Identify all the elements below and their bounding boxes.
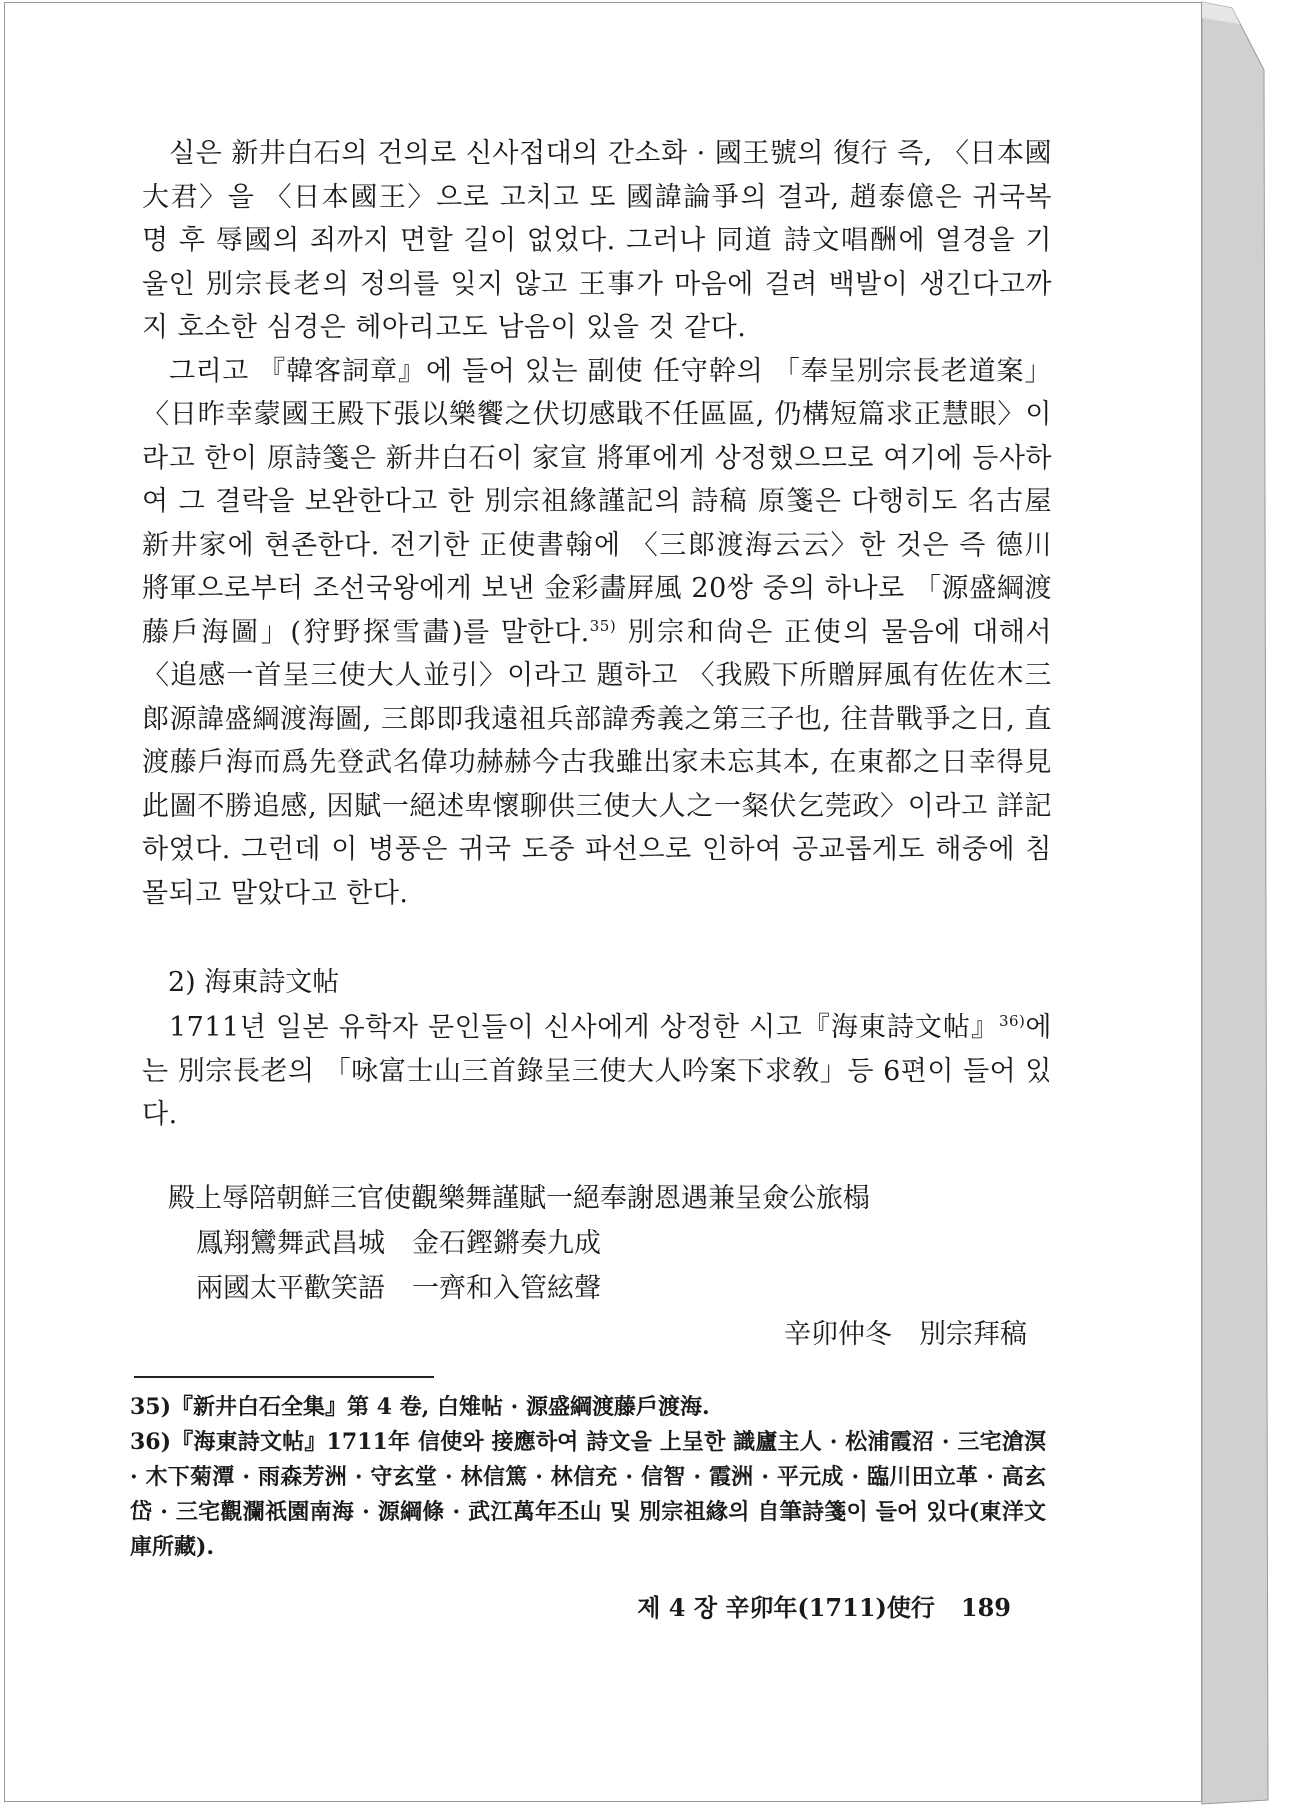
section-heading: 2) 海東詩文帖 bbox=[168, 967, 340, 998]
footnote-35: 35)『新井白石全集』第 4 卷, 白雉帖 · 源盛綱渡藤戶渡海. bbox=[130, 1394, 710, 1420]
poem-line-2: 兩國太平歡笑語 一齊和入管絃聲 bbox=[196, 1273, 601, 1304]
poem bbox=[168, 1176, 870, 1311]
poem-title: 殿上辱陪朝鮮三官使觀樂舞謹賦一絕奉謝恩遇兼呈僉公旅榻 bbox=[168, 1183, 870, 1214]
section-paragraph-part-2: 에는 別宗長老의 「咏富士山三首錄呈三使大人吟案下求敎」등 6편이 들어 있다. bbox=[142, 1012, 1052, 1130]
page-number: 189 bbox=[960, 1593, 1011, 1622]
footnote-36: 36)『海東詩文帖』1711年 信使와 接應하여 詩文을 上呈한 識廬主人 · 松浦霞沼 · 三宅滄溟 · 木下菊潭 · 雨森芳洲 · 守玄堂 · 林信篤 · 林信充 · 信智 · 霞洲 · 平元成 · 臨川田立革 · 高玄岱 · 三宅觀瀾祇園南海 · 源綱條 · 武江萬年丕山 및 別宗祖緣의 自筆詩箋이 들어 있다(東洋文庫所藏). bbox=[130, 1429, 1046, 1560]
footnotes bbox=[130, 1390, 1046, 1565]
poem-line-1: 鳳翔鸞舞武昌城 金石鏗鏘奏九成 bbox=[196, 1228, 601, 1259]
footnote-ref-35: 35) bbox=[589, 616, 617, 635]
paragraph-1: 실은 新井白石의 건의로 신사접대의 간소화 · 國王號의 復行 즉, 〈日本國大君〉을 〈日本國王〉으로 고치고 또 國諱論爭의 결과, 趙泰億은 귀국복명 후 辱國의 죄까지 면할 길이 없었다. 그러나 同道 詩文唱酬에 열경을 기울인 別宗長老의 정의를 잊지 않고 王事가 마음에 걸려 백발이 생긴다고까지 호소한 심경은 헤아리고도 남음이 있을 것 같다. bbox=[142, 138, 1052, 343]
footnote-divider bbox=[134, 1376, 434, 1378]
section-paragraph-part-1: 1711년 일본 유학자 문인들이 신사에게 상정한 시고『海東詩文帖』 bbox=[169, 1012, 999, 1043]
section-text bbox=[142, 1006, 1052, 1137]
chapter-title: 제 4 장 辛卯年(1711)使行 bbox=[637, 1593, 935, 1622]
footnote-ref-36: 36) bbox=[998, 1012, 1026, 1030]
running-footer bbox=[637, 1588, 1011, 1623]
body-text bbox=[142, 132, 1052, 915]
paragraph-2-part-1: 그리고 『韓客詞章』에 들어 있는 副使 任守幹의 「奉呈別宗長老道案」〈日昨幸蒙國王殿下張以樂饗之伏切感戢不任區區, 仍構短篇求正慧眼〉이라고 한이 原詩箋은 新井白石이 家宣 將軍에게 상정했으므로 여기에 등사하여 그 결락을 보완한다고 한 別宗祖緣謹記의 詩稿 原箋은 다행히도 名古屋 新井家에 현존한다. 전기한 正使書翰에 〈三郞渡海云云〉한 것은 즉 德川將軍으로부터 조선국왕에게 보낸 金彩畵屛風 20쌍 중의 하나로 「源盛綱渡藤戶海圖」(狩野探雪畵)를 말한다. bbox=[142, 355, 1052, 648]
section-paragraph bbox=[142, 1006, 1052, 1137]
paragraph-2-part-2: 別宗和尙은 正使의 물음에 대해서 〈追感一首呈三使大人並引〉이라고 題하고 〈我殿下所贈屛風有佐佐木三郞源諱盛綱渡海圖, 三郞即我遠祖兵部諱秀義之第三子也, 往昔戰爭之日, 直渡藤戶海而爲先登武名偉功赫赫今古我雖出家未忘其本, 在東都之日幸得見此圖不勝追感, 因賦一絕述卑懷聊供三使大人之一粲伏乞莞政〉이라고 詳記하였다. 그런데 이 병풍은 귀국 도중 파선으로 인하여 공교롭게도 해중에 침몰되고 말았다고 한다. bbox=[142, 616, 1052, 909]
poem-signature: 辛卯仲冬 別宗拜稿 bbox=[784, 1319, 1027, 1350]
paragraph-2 bbox=[142, 350, 1052, 916]
